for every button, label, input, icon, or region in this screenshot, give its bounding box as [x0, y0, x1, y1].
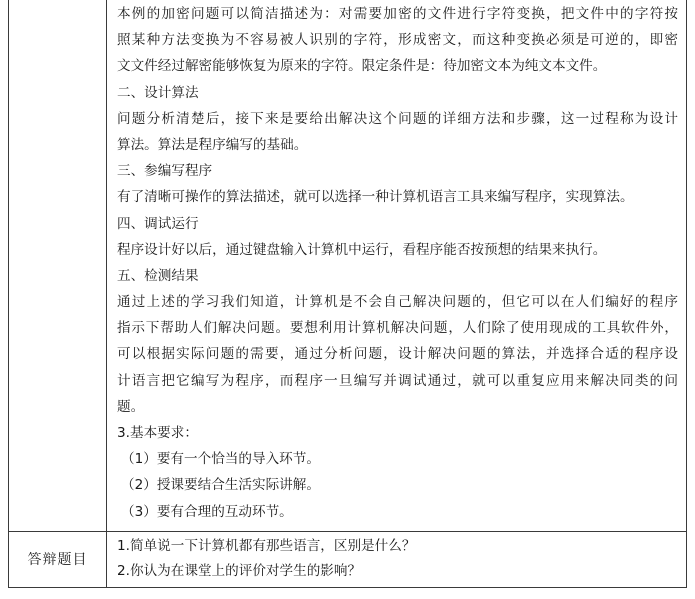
- requirement-item: （3）要有合理的互动环节。: [121, 503, 293, 520]
- text-line: 可以根据实际问题的需要，通过分析问题，设计解决问题的算法，并选择合适的程序设: [117, 346, 678, 363]
- defense-label-cell: [9, 531, 107, 587]
- content-body: [107, 0, 686, 531]
- text-line: 算法。算法是程序编写的基础。: [117, 136, 308, 153]
- question-2: 2.你认为在课堂上的评价对学生的影响？: [117, 562, 362, 579]
- text-line: 3.基本要求：: [117, 425, 198, 441]
- content-row: [9, 0, 687, 531]
- defense-row: [9, 531, 687, 587]
- questions-cell: [107, 531, 687, 587]
- text-line: 题。: [117, 398, 145, 415]
- text-line: 二、设计算法: [117, 84, 199, 101]
- question-1: 1.简单说一下计算机都有那些语言，区别是什么？: [117, 537, 416, 554]
- requirement-item: （1）要有一个恰当的导入环节。: [121, 451, 320, 468]
- text-line: 有了清晰可操作的算法描述，就可以选择一种计算机语言工具来编写程序，实现算法。: [117, 189, 634, 206]
- lesson-plan-table: [8, 0, 687, 588]
- text-line: 程序设计好以后，通过键盘输入计算机中运行，看程序能否按预想的结果来执行。: [117, 241, 607, 258]
- text-line: 三、参编写程序: [117, 163, 213, 180]
- text-line: 五、检测结果: [117, 267, 199, 284]
- defense-label: 答辩题目: [27, 552, 88, 569]
- text-line: 照某种方法变换为不容易被人识别的字符，形成密文，而这种变换必须是可逆的，即密: [117, 32, 678, 49]
- content-cell: [107, 0, 687, 531]
- requirement-item: （2）授课要结合生活实际讲解。: [121, 477, 320, 494]
- text-line: 指示下帮助人们解决问题。要想利用计算机解决问题，人们除了使用现成的工具软件外，: [117, 320, 678, 337]
- text-line: 通过上述的学习我们知道，计算机是不会自己解决问题的，但它可以在人们编好的程序: [117, 294, 678, 311]
- text-line: 四、调试运行: [117, 215, 199, 232]
- text-line: 本例的加密问题可以简洁描述为：对需要加密的文件进行字符变换，把文件中的字符按: [117, 6, 678, 22]
- text-line: 问题分析清楚后，接下来是要给出解决这个问题的详细方法和步骤，这一过程称为设计: [117, 110, 678, 127]
- text-line: 计语言把它编写为程序，而程序一旦编写并调试通过，就可以重复应用来解决同类的问: [117, 372, 678, 389]
- empty-label-cell: [9, 0, 107, 531]
- text-line: 文文件经过解密能够恢复为原来的字符。限定条件是：待加密文本为纯文本文件。: [117, 58, 607, 75]
